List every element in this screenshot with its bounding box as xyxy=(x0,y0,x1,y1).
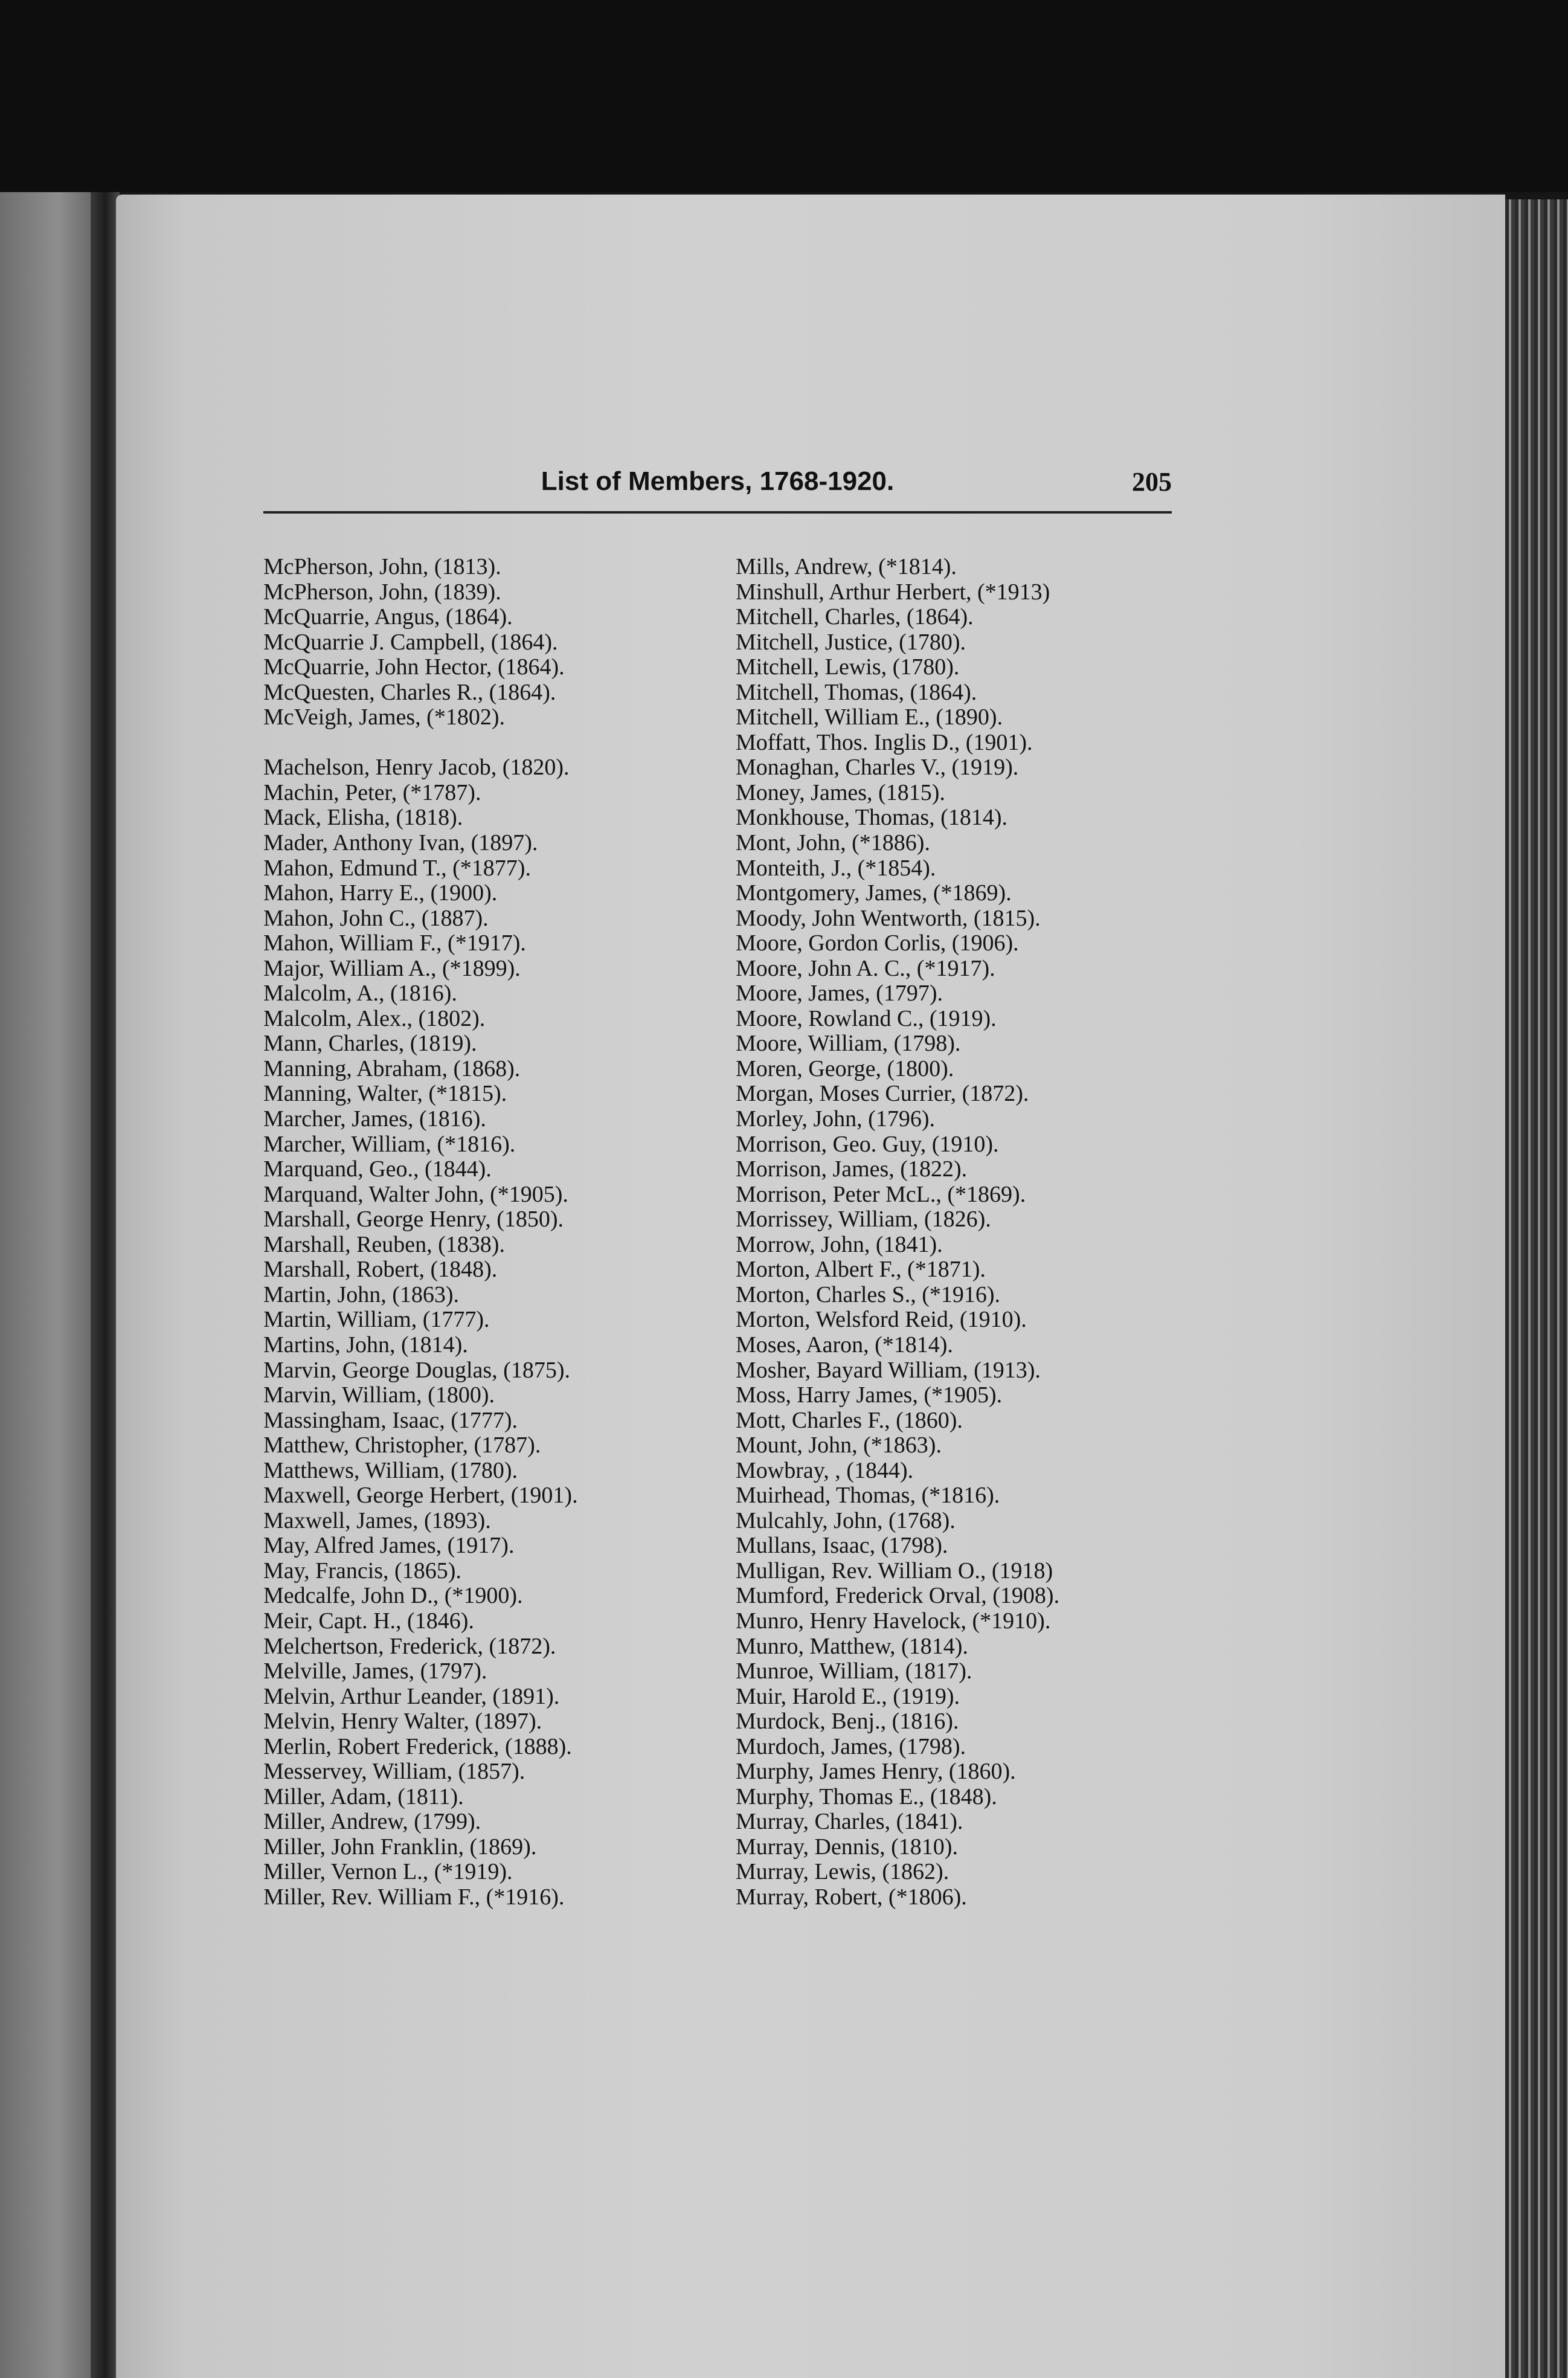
member-entry: McQuarrie, Angus, (1864). xyxy=(263,604,513,630)
member-entry: Medcalfe, John D., (*1900). xyxy=(263,1583,523,1609)
member-entry: Messervey, William, (1857). xyxy=(263,1759,525,1785)
member-entry: Mader, Anthony Ivan, (1897). xyxy=(263,830,538,856)
member-entry: Morrison, Peter McL., (*1869). xyxy=(736,1181,1026,1207)
member-entry: Morton, Welsford Reid, (1910). xyxy=(736,1307,1027,1333)
member-entry: Mack, Elisha, (1818). xyxy=(263,805,463,831)
member-entry: Marshall, Robert, (1848). xyxy=(263,1257,498,1283)
member-entry: Monkhouse, Thomas, (1814). xyxy=(736,805,1007,831)
page-number: 205 xyxy=(1132,467,1172,497)
member-entry: McPherson, John, (1839). xyxy=(263,579,501,605)
section-gap xyxy=(263,730,747,756)
member-entry: Morrison, James, (1822). xyxy=(736,1156,968,1182)
member-entry: Minshull, Arthur Herbert, (*1913) xyxy=(736,579,1050,605)
member-entry: Morton, Albert F., (*1871). xyxy=(736,1257,986,1283)
member-entry: Mulcahly, John, (1768). xyxy=(736,1507,956,1533)
member-entry: Miller, Andrew, (1799). xyxy=(263,1809,481,1835)
member-entry: Murdoch, James, (1798). xyxy=(736,1733,966,1759)
member-entry: Marvin, George Douglas, (1875). xyxy=(263,1357,570,1383)
member-entry: Murray, Robert, (*1806). xyxy=(736,1884,967,1910)
member-entry: Malcolm, Alex., (1802). xyxy=(263,1005,486,1031)
member-entry: Major, William A., (*1899). xyxy=(263,955,521,981)
member-entry: Marshall, Reuben, (1838). xyxy=(263,1231,505,1257)
member-entry: Murray, Lewis, (1862). xyxy=(736,1859,949,1885)
member-entry: Melvin, Arthur Leander, (1891). xyxy=(263,1683,560,1709)
member-entry: Morgan, Moses Currier, (1872). xyxy=(736,1081,1029,1107)
member-entry: Miller, Vernon L., (*1919). xyxy=(263,1859,513,1885)
member-entry: Matthews, William, (1780). xyxy=(263,1457,518,1483)
member-entry: Mosher, Bayard William, (1913). xyxy=(736,1357,1041,1383)
member-entry: Murphy, Thomas E., (1848). xyxy=(736,1784,997,1809)
member-entry: Melville, James, (1797). xyxy=(263,1658,487,1684)
member-entry: Mills, Andrew, (*1814). xyxy=(736,554,957,579)
member-entry: Melchertson, Frederick, (1872). xyxy=(263,1633,556,1659)
member-entry: Miller, Adam, (1811). xyxy=(263,1784,464,1809)
book-gutter xyxy=(91,192,120,2378)
member-entry: Mitchell, Thomas, (1864). xyxy=(736,679,977,705)
member-entry: Munroe, William, (1817). xyxy=(736,1658,972,1684)
member-entry: Mitchell, Charles, (1864). xyxy=(736,604,974,630)
header-rule xyxy=(263,511,1172,514)
member-entry: Massingham, Isaac, (1777). xyxy=(263,1407,518,1433)
facing-page-edge xyxy=(0,192,106,2378)
member-entry: Morton, Charles S., (*1916). xyxy=(736,1281,1001,1307)
member-entry: Mott, Charles F., (1860). xyxy=(736,1407,963,1433)
member-entry: Moore, James, (1797). xyxy=(736,981,943,1007)
page-title: List of Members, 1768-1920. xyxy=(541,466,895,496)
member-entry: Mitchell, Justice, (1780). xyxy=(736,629,966,655)
member-entry: Machelson, Henry Jacob, (1820). xyxy=(263,755,570,781)
member-entry: Maxwell, James, (1893). xyxy=(263,1507,491,1533)
member-entry: Montgomery, James, (*1869). xyxy=(736,880,1012,906)
member-entry: Malcolm, A., (1816). xyxy=(263,981,457,1007)
member-entry: Miller, Rev. William F., (*1916). xyxy=(263,1884,565,1910)
member-entry: McQuarrie, John Hector, (1864). xyxy=(263,654,565,680)
member-entry: Melvin, Henry Walter, (1897). xyxy=(263,1709,542,1735)
member-entry: Manning, Walter, (*1815). xyxy=(263,1081,507,1107)
member-entry: McVeigh, James, (*1802). xyxy=(263,704,505,730)
member-entry: Money, James, (1815). xyxy=(736,779,945,805)
running-header xyxy=(263,466,1172,509)
member-entry: Moore, William, (1798). xyxy=(736,1031,961,1057)
member-entry: Marshall, George Henry, (1850). xyxy=(263,1207,564,1232)
member-entry: Mitchell, William E., (1890). xyxy=(736,704,1003,730)
left-column xyxy=(263,555,747,1910)
member-entry: Murdock, Benj., (1816). xyxy=(736,1709,959,1735)
member-entry: Meir, Capt. H., (1846). xyxy=(263,1608,474,1634)
member-entry: Mahon, William F., (*1917). xyxy=(263,930,526,956)
member-entry: Miller, John Franklin, (1869). xyxy=(263,1834,537,1860)
member-entry: Moss, Harry James, (*1905). xyxy=(736,1382,1003,1408)
member-entry: Murray, Charles, (1841). xyxy=(736,1809,963,1835)
member-entry: Mahon, Harry E., (1900). xyxy=(263,880,498,906)
member-entry: Moody, John Wentworth, (1815). xyxy=(736,905,1041,931)
member-entry: Martin, John, (1863). xyxy=(263,1281,460,1307)
right-column xyxy=(736,555,1255,1910)
member-entry: McQuarrie J. Campbell, (1864). xyxy=(263,629,558,655)
member-entry: Monaghan, Charles V., (1919). xyxy=(736,755,1019,781)
member-entry: Morrissey, William, (1826). xyxy=(736,1207,991,1232)
member-entry: Manning, Abraham, (1868). xyxy=(263,1055,521,1081)
member-entry: Moffatt, Thos. Inglis D., (1901). xyxy=(736,729,1033,755)
member-entry: Muir, Harold E., (1919). xyxy=(736,1683,960,1709)
member-entry: Marvin, William, (1800). xyxy=(263,1382,495,1408)
member-entry: Munro, Henry Havelock, (*1910). xyxy=(736,1608,1051,1634)
member-entry: May, Francis, (1865). xyxy=(263,1558,461,1584)
member-entry: Murphy, James Henry, (1860). xyxy=(736,1759,1016,1785)
member-entry: Moore, Rowland C., (1919). xyxy=(736,1005,997,1031)
member-entry: Moore, Gordon Corlis, (1906). xyxy=(736,930,1019,956)
member-entry: Marquand, Geo., (1844). xyxy=(263,1156,492,1182)
member-entry: Mount, John, (*1863). xyxy=(736,1432,942,1458)
member-entry: Mahon, Edmund T., (*1877). xyxy=(263,855,531,881)
member-entry: Marcher, William, (*1816). xyxy=(263,1131,516,1157)
member-entry: Mumford, Frederick Orval, (1908). xyxy=(736,1583,1060,1609)
member-entry: Machin, Peter, (*1787). xyxy=(263,779,481,805)
dark-background xyxy=(0,0,1568,192)
member-entry: Muirhead, Thomas, (*1816). xyxy=(736,1483,1000,1509)
member-entry: Moses, Aaron, (*1814). xyxy=(736,1332,953,1358)
member-entry: McPherson, John, (1813). xyxy=(263,554,501,579)
member-entry: Martin, William, (1777). xyxy=(263,1307,490,1333)
member-entry: Morley, John, (1796). xyxy=(736,1106,935,1132)
member-entry: Mulligan, Rev. William O., (1918) xyxy=(736,1558,1053,1584)
page-stack-edge xyxy=(1505,199,1568,2378)
member-entry: Munro, Matthew, (1814). xyxy=(736,1633,968,1659)
member-entry: McQuesten, Charles R., (1864). xyxy=(263,679,556,705)
member-entry: May, Alfred James, (1917). xyxy=(263,1533,515,1559)
member-entry: Monteith, J., (*1854). xyxy=(736,855,936,881)
member-entry: Moore, John A. C., (*1917). xyxy=(736,955,995,981)
member-entry: Morrison, Geo. Guy, (1910). xyxy=(736,1131,999,1157)
member-entry: Maxwell, George Herbert, (1901). xyxy=(263,1483,578,1509)
member-entry: Mitchell, Lewis, (1780). xyxy=(736,654,960,680)
member-entry: Marcher, James, (1816). xyxy=(263,1106,486,1132)
member-entry: Mahon, John C., (1887). xyxy=(263,905,489,931)
member-entry: Morrow, John, (1841). xyxy=(736,1231,943,1257)
member-entry: Matthew, Christopher, (1787). xyxy=(263,1432,541,1458)
member-entry: Marquand, Walter John, (*1905). xyxy=(263,1181,568,1207)
member-entry: Martins, John, (1814). xyxy=(263,1332,468,1358)
member-entry: Murray, Dennis, (1810). xyxy=(736,1834,958,1860)
member-entry: Mont, John, (*1886). xyxy=(736,830,930,856)
member-entry: Merlin, Robert Frederick, (1888). xyxy=(263,1733,572,1759)
member-entry: Mann, Charles, (1819). xyxy=(263,1031,477,1057)
member-entry: Moren, George, (1800). xyxy=(736,1055,954,1081)
member-entry: Mullans, Isaac, (1798). xyxy=(736,1533,948,1559)
member-entry: Mowbray, , (1844). xyxy=(736,1457,914,1483)
